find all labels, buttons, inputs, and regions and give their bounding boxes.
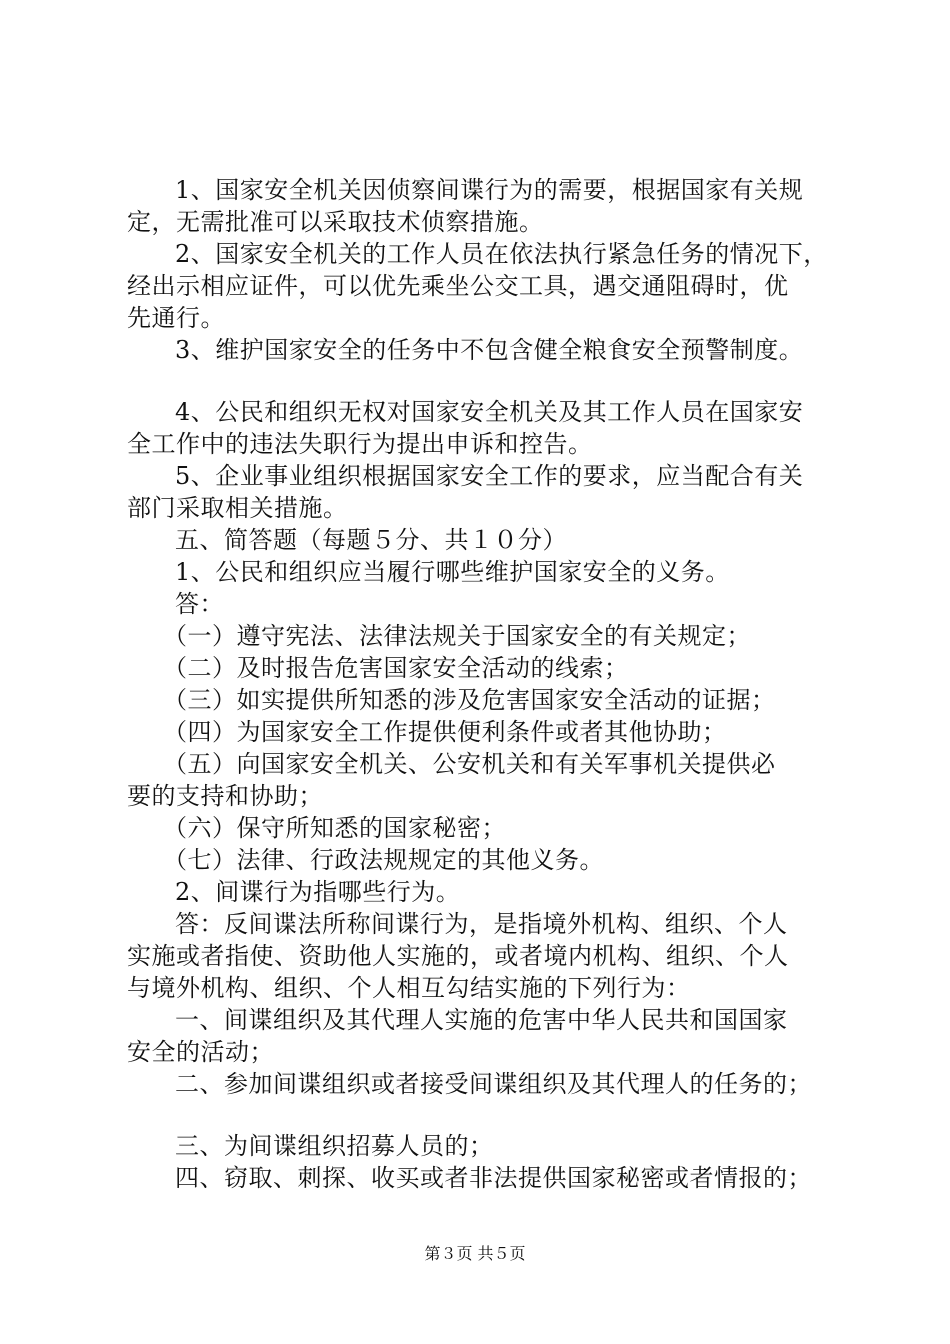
question-text: 2、间谍行为指哪些行为。 (175, 878, 461, 906)
answer-label: 答： (175, 590, 224, 618)
text-line: 1、国家安全机关因侦察间谍行为的需要，根据国家有关规 (175, 176, 804, 204)
text-line: 4、公民和组织无权对国家安全机关及其工作人员在国家安 (175, 398, 804, 426)
text-line: 三、为间谍组织招募人员的； (175, 1132, 494, 1160)
document-body (127, 174, 847, 1194)
blank-line (127, 1100, 847, 1130)
text-line: 实施或者指使、资助他人实施的，或者境内机构、组织、个人 (127, 942, 789, 970)
text-line: 2、国家安全机关的工作人员在依法执行紧急任务的情况下， (175, 240, 828, 268)
text-line: 安全的活动； (127, 1038, 274, 1066)
list-item: （六）保守所知悉的国家秘密； (163, 814, 506, 842)
text-line: 一、间谍组织及其代理人实施的危害中华人民共和国国家 (175, 1006, 788, 1034)
section-heading: 五、简答题（每题５分、共１０分） (175, 526, 567, 554)
text-line: 定，无需批准可以采取技术侦察措施。 (127, 208, 544, 236)
text-line: 答：反间谍法所称间谍行为，是指境外机构、组织、个人 (175, 910, 788, 938)
list-item: （五）向国家安全机关、公安机关和有关军事机关提供必 (163, 750, 776, 778)
list-item: （四）为国家安全工作提供便利条件或者其他协助； (163, 718, 727, 746)
list-item: （三）如实提供所知悉的涉及危害国家安全活动的证据； (163, 686, 776, 714)
list-item-continuation: 要的支持和协助； (127, 782, 323, 810)
list-item: （七）法律、行政法规规定的其他义务。 (163, 846, 604, 874)
page-number-label: 第３页 共５页 (424, 1244, 526, 1263)
text-line: 经出示相应证件，可以优先乘坐公交工具，遇交通阻碍时，优 (127, 272, 789, 300)
list-item: （一）遵守宪法、法律法规关于国家安全的有关规定； (163, 622, 751, 650)
text-line: 部门采取相关措施。 (127, 494, 348, 522)
text-line: 二、参加间谍组织或者接受间谍组织及其代理人的任务的； (175, 1070, 812, 1098)
page-footer (0, 1244, 950, 1264)
blank-line (127, 366, 847, 396)
question-text: 1、公民和组织应当履行哪些维护国家安全的义务。 (175, 558, 730, 586)
text-line: 与境外机构、组织、个人相互勾结实施的下列行为： (127, 974, 691, 1002)
text-line: 5、企业事业组织根据国家安全工作的要求，应当配合有关 (175, 462, 804, 490)
text-line: 全工作中的违法失职行为提出申诉和控告。 (127, 430, 593, 458)
text-line: 先通行。 (127, 304, 225, 332)
list-item: （二）及时报告危害国家安全活动的线索； (163, 654, 629, 682)
text-line: 四、窃取、刺探、收买或者非法提供国家秘密或者情报的； (175, 1164, 812, 1192)
text-line: 3、维护国家安全的任务中不包含健全粮食安全预警制度。 (175, 336, 804, 364)
